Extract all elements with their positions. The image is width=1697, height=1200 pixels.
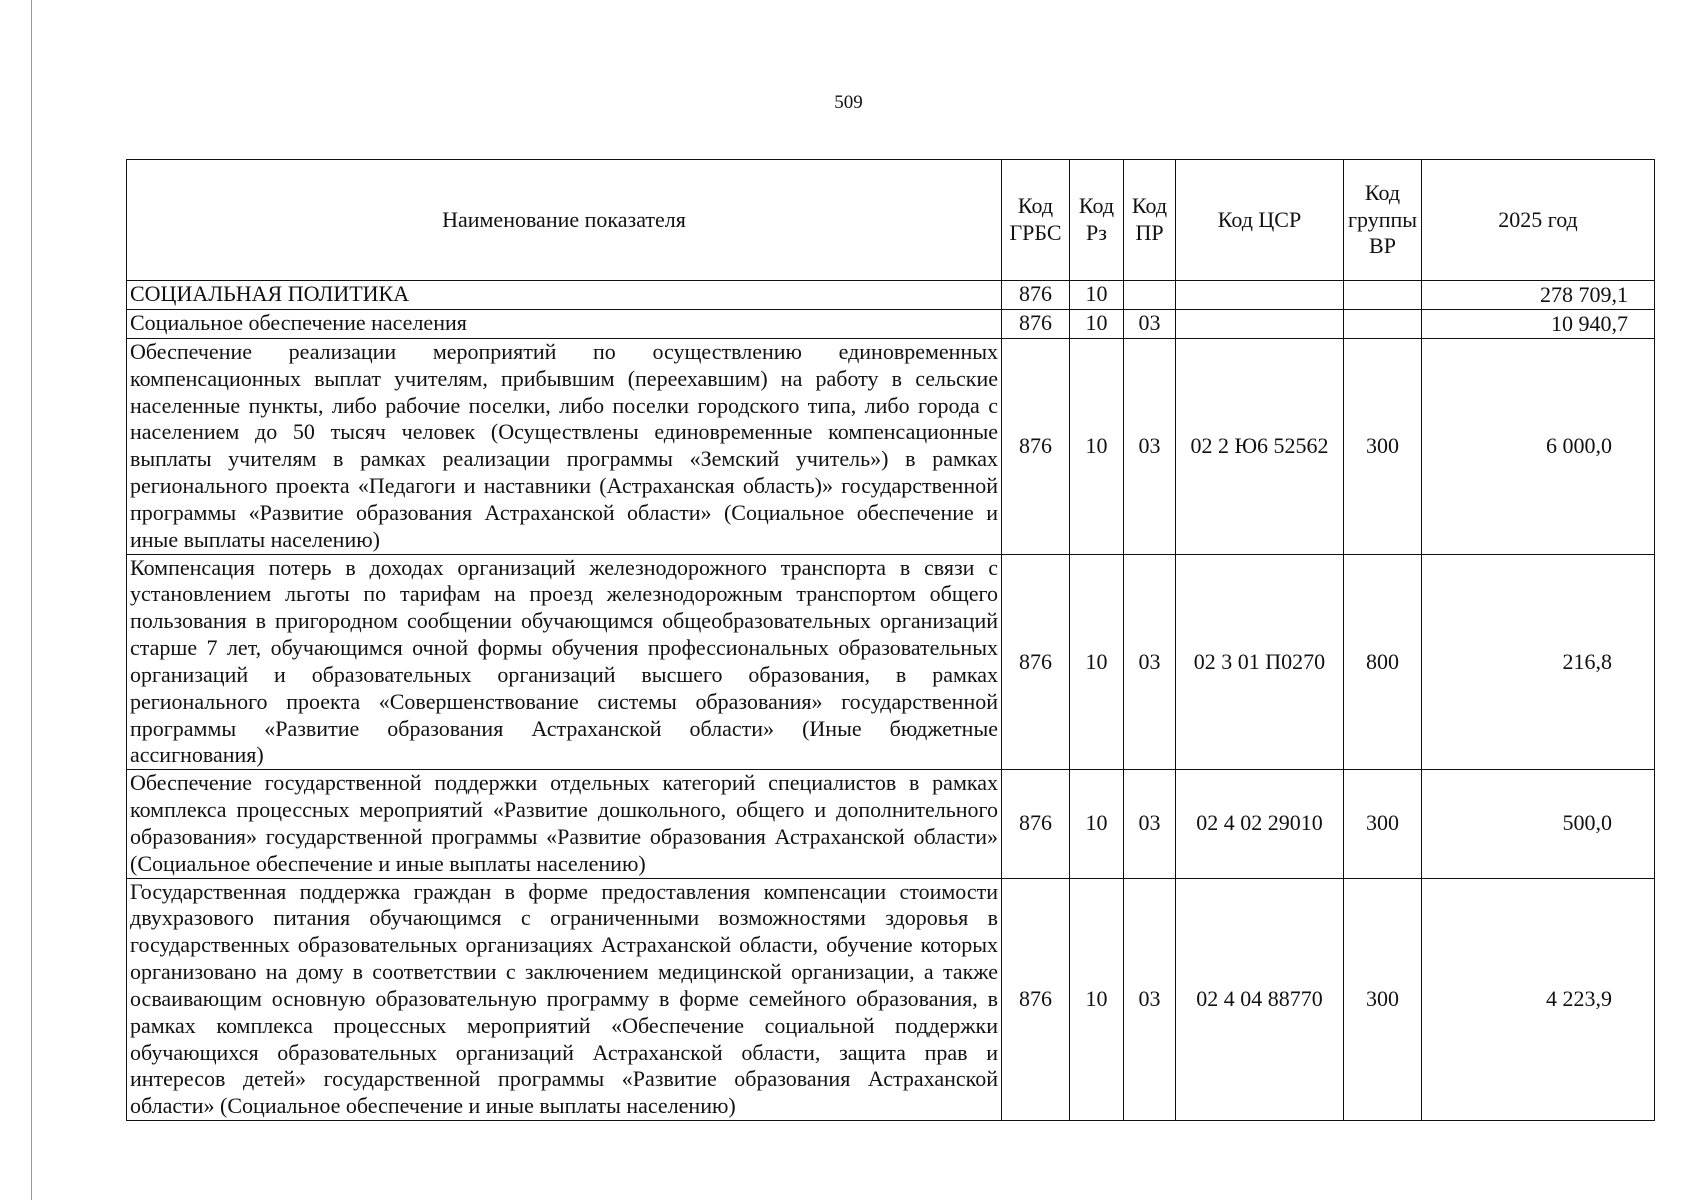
row-pr: 03 xyxy=(1124,310,1176,339)
row-vr: 800 xyxy=(1344,554,1422,770)
row-rz: 10 xyxy=(1070,770,1124,878)
row-vr xyxy=(1344,310,1422,339)
row-grbs: 876 xyxy=(1002,310,1070,339)
row-rz: 10 xyxy=(1070,281,1124,310)
row-vr xyxy=(1344,281,1422,310)
header-rz: Код Рз xyxy=(1070,160,1124,281)
row-rz: 10 xyxy=(1070,339,1124,555)
table-row xyxy=(127,554,1655,770)
row-name: Социальное обеспечение населения xyxy=(127,310,1002,339)
row-amount: 216,8 xyxy=(1422,554,1655,770)
table-row xyxy=(127,281,1655,310)
header-csr: Код ЦСР xyxy=(1176,160,1344,281)
table-row xyxy=(127,770,1655,878)
row-grbs: 876 xyxy=(1002,878,1070,1120)
row-csr xyxy=(1176,281,1344,310)
row-amount: 278 709,1 xyxy=(1422,281,1655,310)
row-vr: 300 xyxy=(1344,770,1422,878)
header-pr: Код ПР xyxy=(1124,160,1176,281)
table-header-row xyxy=(127,160,1655,281)
row-csr: 02 2 Ю6 52562 xyxy=(1176,339,1344,555)
row-vr: 300 xyxy=(1344,339,1422,555)
row-grbs: 876 xyxy=(1002,339,1070,555)
row-pr xyxy=(1124,281,1176,310)
row-rz: 10 xyxy=(1070,310,1124,339)
table-row xyxy=(127,310,1655,339)
row-rz: 10 xyxy=(1070,878,1124,1120)
row-pr: 03 xyxy=(1124,339,1176,555)
table-row xyxy=(127,878,1655,1120)
row-rz: 10 xyxy=(1070,554,1124,770)
row-name: Компенсация потерь в доходах организаций железнодорожного транспорта в связи с установлением льготы по тарифам на проезд железнодорожным транспортом общего пользования в пригородном сообщении обучающимся общеобразовательных организаций старше 7 лет, обучающимся очной формы обучения профессиональных образовательных организаций и образовательных организаций высшего образования, в рамках регионального проекта «Совершенствование системы образования» государственной программы «Развитие образования Астраханской области» (Иные бюджетные ассигнования) xyxy=(127,554,1002,770)
header-grbs: Код ГРБС xyxy=(1002,160,1070,281)
row-grbs: 876 xyxy=(1002,770,1070,878)
row-csr: 02 3 01 П0270 xyxy=(1176,554,1344,770)
page-number: 509 xyxy=(834,92,863,113)
row-name: Обеспечение реализации мероприятий по осуществлению единовременных компенсационных выплат учителям, прибывшим (переехавшим) на работу в сельские населенные пункты, либо рабочие поселки, либо поселки городского типа, либо города с населением до 50 тысяч человек (Осуществлены единовременные компенсационные выплаты учителям в рамках реализации программы «Земский учитель») в рамках регионального проекта «Педагоги и наставники (Астраханская область)» государственной программы «Развитие образования Астраханской области» (Социальное обеспечение и иные выплаты населению) xyxy=(127,339,1002,555)
row-pr: 03 xyxy=(1124,878,1176,1120)
budget-table xyxy=(126,159,1655,1121)
row-grbs: 876 xyxy=(1002,554,1070,770)
row-csr: 02 4 04 88770 xyxy=(1176,878,1344,1120)
header-vr: Код группы ВР xyxy=(1344,160,1422,281)
row-vr: 300 xyxy=(1344,878,1422,1120)
row-amount: 10 940,7 xyxy=(1422,310,1655,339)
table-row xyxy=(127,339,1655,555)
row-csr xyxy=(1176,310,1344,339)
row-pr: 03 xyxy=(1124,770,1176,878)
row-grbs: 876 xyxy=(1002,281,1070,310)
row-amount: 500,0 xyxy=(1422,770,1655,878)
row-name: Государственная поддержка граждан в форме предоставления компенсации стоимости двухразового питания обучающимся с ограниченными возможностями здоровья в государственных образовательных организациях Астраханской области, обучение которых организовано на дому в соответствии с заключением медицинской организации, а также осваивающим основную образовательную программу в форме семейного образования, в рамках комплекса процессных мероприятий «Обеспечение социальной поддержки обучающихся образовательных организаций Астраханской области, защита прав и интересов детей» государственной программы «Развитие образования Астраханской области» (Социальное обеспечение и иные выплаты населению) xyxy=(127,878,1002,1120)
row-name: СОЦИАЛЬНАЯ ПОЛИТИКА xyxy=(127,281,1002,310)
header-year: 2025 год xyxy=(1422,160,1655,281)
row-amount: 4 223,9 xyxy=(1422,878,1655,1120)
page-edge-line xyxy=(31,0,32,1200)
row-csr: 02 4 02 29010 xyxy=(1176,770,1344,878)
header-name: Наименование показателя xyxy=(127,160,1002,281)
row-amount: 6 000,0 xyxy=(1422,339,1655,555)
row-pr: 03 xyxy=(1124,554,1176,770)
row-name: Обеспечение государственной поддержки отдельных категорий специалистов в рамках комплекса процессных мероприятий «Развитие дошкольного, общего и дополнительного образования» государственной программы «Развитие образования Астраханской области» (Социальное обеспечение и иные выплаты населению) xyxy=(127,770,1002,878)
